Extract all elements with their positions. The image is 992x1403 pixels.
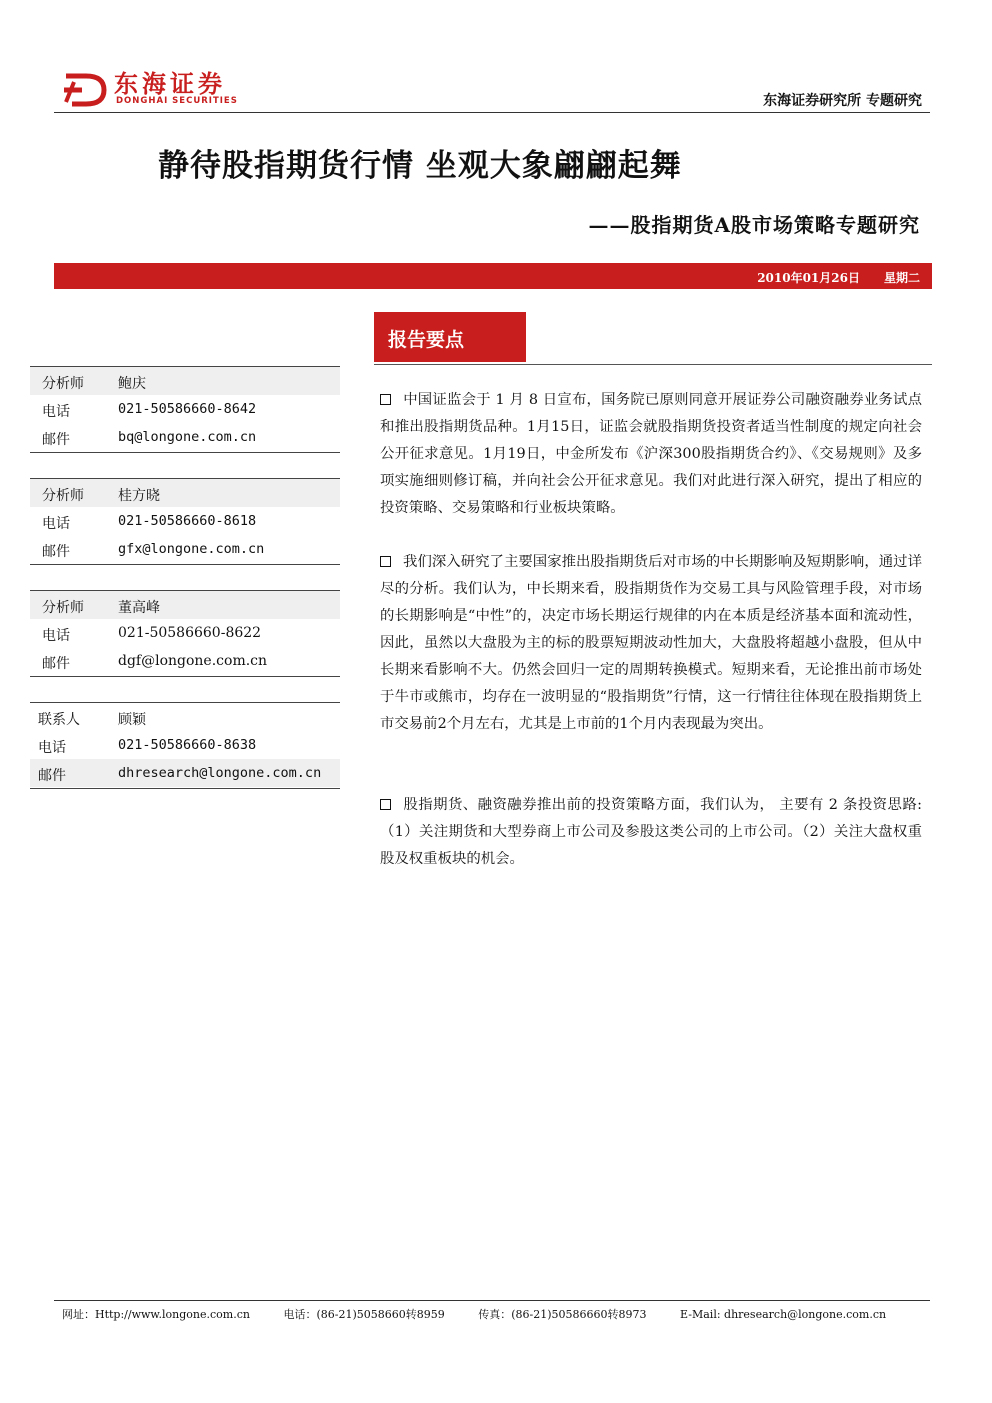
key-point-paragraph bbox=[380, 792, 922, 873]
key-points-divider bbox=[374, 364, 932, 365]
key-point-text: 股指期货、融资融券推出前的投资策略方面，我们认为， 主要有 2 条投资思路:（1）关注期货和大型券商上市公司及参股这类公司的上市公司。（2）关注大盘权重股及权重板块的机会。 bbox=[380, 797, 922, 867]
footer-phone: 电话：(86-21)5058660转8959 bbox=[283, 1308, 445, 1321]
analyst-card bbox=[30, 366, 340, 454]
report-title: 静待股指期货行情 坐观大象翩翩起舞 bbox=[158, 148, 682, 184]
key-points-heading bbox=[374, 312, 526, 362]
phone-label: 电话 bbox=[42, 404, 70, 420]
header-divider bbox=[54, 112, 930, 113]
footer-fax: 传真：(86-21)50586660转8973 bbox=[478, 1308, 647, 1321]
email-link[interactable]: bq@longone.com.cn bbox=[118, 429, 257, 445]
analyst-card bbox=[30, 590, 340, 678]
report-date: 2010年01月26日 bbox=[757, 271, 860, 285]
card-bottom-rule bbox=[30, 676, 340, 677]
card-bottom-rule bbox=[30, 564, 340, 565]
analyst-name-row bbox=[30, 591, 340, 619]
footer-email[interactable]: E-Mail: dhresearch@longone.com.cn bbox=[680, 1308, 887, 1321]
header-institute-label: 东海证券研究所 专题研究 bbox=[763, 93, 922, 109]
contact-name: 顾颖 bbox=[118, 712, 146, 728]
key-point-text: 中国证监会于 1 月 8 日宣布，国务院已原则同意开展证券公司融资融券业务试点和推出股指期货品种。1月15日，证监会就股指期货投资者适当性制度的规定向社会公开征求意见。1月19日，中金所发布《沪深300股指期货合约》、《交易规则》及多项实施细则修订稿，并向社会公开征求意见。我们对此进行深入研究，提出了相应的投资策略、交易策略和行业板块策略。 bbox=[380, 392, 922, 516]
phone-number: 021-50586660-8638 bbox=[118, 737, 257, 753]
email-row bbox=[30, 759, 340, 787]
key-point-paragraph bbox=[380, 387, 922, 522]
checkbox-bullet-icon bbox=[380, 799, 391, 810]
card-bottom-rule bbox=[30, 452, 340, 453]
phone-number: 021-50586660-8642 bbox=[118, 401, 257, 417]
contact-card bbox=[30, 702, 340, 790]
analyst-name: 董高峰 bbox=[118, 600, 160, 616]
key-points-heading-text: 报告要点 bbox=[388, 329, 465, 351]
date-bar bbox=[54, 263, 932, 289]
email-link[interactable]: gfx@longone.com.cn bbox=[118, 541, 265, 557]
report-subtitle: ——股指期货A股市场策略专题研究 bbox=[588, 213, 920, 237]
analyst-name: 桂方晓 bbox=[118, 488, 160, 504]
footer-website[interactable]: 网址：Http://www.longone.com.cn bbox=[62, 1308, 250, 1321]
key-point-text: 我们深入研究了主要国家推出股指期货后对市场的中长期影响及短期影响，通过详尽的分析。我们认为，中长期来看，股指期货作为交易工具与风险管理手段，对市场的长期影响是“中性”的，决定市场长期运行规律的内在本质是经济基本面和流动性，因此，虽然以大盘股为主的标的股票短期波动性加大，大盘股将超越小盘股，但从中长期来看影响不大。仍然会回归一定的周期转换模式。短期来看，无论推出前市场处于牛市或熊市，均存在一波明显的“股指期货”行情，这一行情往往体现在股指期货上市交易前2个月左右，尤其是上市前的1个月内表现最为突出。 bbox=[380, 554, 922, 732]
checkbox-bullet-icon bbox=[380, 556, 391, 567]
phone-row bbox=[30, 619, 340, 647]
phone-label: 电话 bbox=[42, 516, 70, 532]
phone-label: 电话 bbox=[42, 628, 70, 644]
footer bbox=[62, 1306, 916, 1322]
phone-row bbox=[30, 395, 340, 423]
phone-number: 021-50586660-8622 bbox=[118, 625, 262, 641]
email-row bbox=[30, 423, 340, 451]
phone-row bbox=[30, 507, 340, 535]
phone-row bbox=[30, 731, 340, 759]
email-label: 邮件 bbox=[42, 432, 70, 448]
report-weekday: 星期二 bbox=[883, 271, 920, 285]
email-link[interactable]: dhresearch@longone.com.cn bbox=[118, 765, 322, 781]
role-label: 分析师 bbox=[42, 376, 84, 392]
email-row bbox=[30, 647, 340, 675]
logo-chinese-name: 东海证券 bbox=[114, 70, 226, 98]
email-label: 邮件 bbox=[38, 768, 66, 784]
company-logo bbox=[62, 70, 272, 110]
analyst-name: 鲍庆 bbox=[118, 376, 146, 392]
analyst-name-row bbox=[30, 479, 340, 507]
phone-label: 电话 bbox=[38, 740, 66, 756]
footer-divider bbox=[54, 1300, 930, 1301]
contact-name-row bbox=[30, 703, 340, 731]
email-link[interactable]: dgf@longone.com.cn bbox=[118, 653, 268, 669]
role-label: 联系人 bbox=[38, 712, 80, 728]
email-label: 邮件 bbox=[42, 656, 70, 672]
donghai-logo-mark-icon bbox=[62, 70, 108, 108]
key-point-paragraph bbox=[380, 549, 922, 738]
analyst-card bbox=[30, 478, 340, 566]
email-label: 邮件 bbox=[42, 544, 70, 560]
checkbox-bullet-icon bbox=[380, 394, 391, 405]
phone-number: 021-50586660-8618 bbox=[118, 513, 257, 529]
role-label: 分析师 bbox=[42, 600, 84, 616]
analyst-name-row bbox=[30, 367, 340, 395]
role-label: 分析师 bbox=[42, 488, 84, 504]
email-row bbox=[30, 535, 340, 563]
logo-english-name: DONGHAI SECURITIES bbox=[116, 96, 238, 106]
card-bottom-rule bbox=[30, 788, 340, 789]
